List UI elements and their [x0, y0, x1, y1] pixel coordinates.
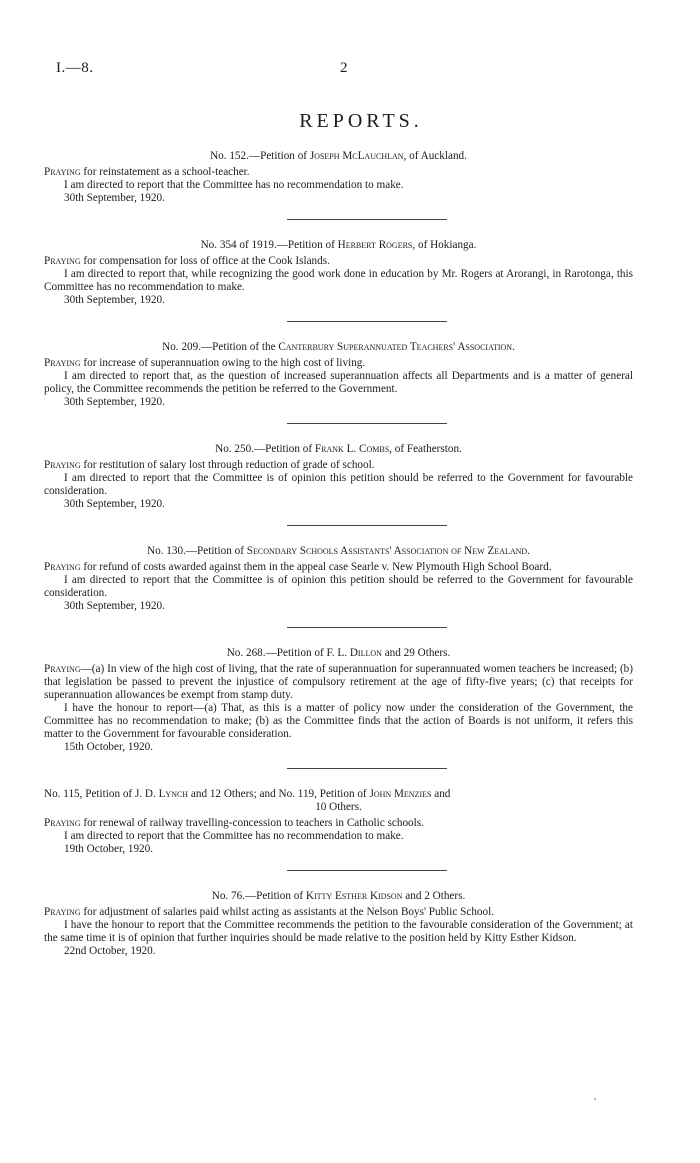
petitioner-name: F. L. Dillon [326, 647, 382, 659]
committee-report: I am directed to report that, while recognizing the good work done in education by Mr. Rogers at Arorangi, in Rarotonga, this Committee has no recommendation to make. [44, 268, 633, 293]
praying-clause [44, 663, 633, 702]
petitioner-name: Kitty Esther Kidson [305, 890, 403, 902]
praying-word: Praying [44, 255, 81, 267]
heading-text: and 29 Others. [381, 647, 451, 659]
praying-clause [44, 817, 633, 830]
petition-entry [44, 150, 633, 205]
petitioner-name: John Menzies [369, 788, 432, 800]
petition-heading [44, 788, 633, 814]
heading-text: and 2 Others. [402, 890, 466, 902]
praying-clause [44, 255, 633, 268]
praying-text: for compensation for loss of office at the Cook Islands. [80, 255, 330, 267]
section-divider [287, 423, 447, 424]
committee-report: I am directed to report that the Committee has no recommendation to make. [64, 179, 404, 191]
report-date: 30th September, 1920. [64, 396, 165, 408]
petitioner-name: Herbert Rogers [337, 239, 413, 251]
section-divider [287, 525, 447, 526]
heading-text: No. 130.—Petition of [146, 545, 247, 557]
document-reference: I.—8. [56, 60, 94, 76]
praying-clause [44, 357, 633, 370]
praying-text: for restitution of salary lost through reduction of grade of school. [80, 459, 375, 471]
section-divider [287, 219, 447, 220]
praying-clause [44, 906, 633, 919]
heading-text: . [527, 545, 530, 557]
praying-word: Praying [44, 663, 81, 675]
report-date: 15th October, 1920. [64, 741, 154, 753]
petition-entry [44, 890, 633, 958]
petition-entry [44, 239, 633, 307]
praying-text: for reinstatement as a school-teacher. [80, 166, 250, 178]
section-divider [287, 627, 447, 628]
praying-word: Praying [44, 459, 81, 471]
petition-entry [44, 545, 633, 613]
petitioner-name: Secondary Schools Assistants' Association of New Zealand [246, 545, 528, 557]
heading-text: . [512, 341, 515, 353]
report-date: 30th September, 1920. [64, 498, 165, 510]
praying-text: —(a) In view of the high cost of living, that the rate of superannuation for superannuated women teachers be increased; (b) that legislation be passed to prevent the injustice of compulsory retirement at the age of fifty-five years; (c) that receipts for superannuation allowances be exempt from stamp duty. [44, 663, 633, 701]
petitions-list [44, 150, 633, 958]
petition-heading [44, 647, 633, 660]
petitioner-name: Frank L. Combs [314, 443, 390, 455]
heading-text: , of Featherston. [389, 443, 462, 455]
petition-entry [44, 788, 633, 856]
committee-report: I have the honour to report—(a) That, as this is a matter of policy now under the consideration of the Government, the Committee has no recommendation to make; (b) as the Committee finds that the action of Boards is not uniform, it refers this matter to the Government for favourable consideration. [44, 702, 633, 740]
petition-heading [44, 150, 633, 163]
page-number: 2 [340, 60, 348, 76]
committee-report: I am directed to report that the Committee is of opinion this petition should be referred to the Government for favourable consideration. [44, 574, 633, 599]
heading-text: No. 76.—Petition of [211, 890, 306, 902]
heading-text: No. 268.—Petition of [226, 647, 327, 659]
section-divider [287, 768, 447, 769]
heading-text: and 12 Others; and No. 119, Petition of [188, 788, 370, 800]
praying-clause [44, 459, 633, 472]
praying-word: Praying [44, 166, 81, 178]
petition-heading [44, 341, 633, 354]
report-date: 30th September, 1920. [64, 294, 165, 306]
committee-report: I am directed to report that the Committee is of opinion this petition should be referred to the Government for favourable consideration. [44, 472, 633, 497]
petition-entry [44, 647, 633, 754]
praying-text: for refund of costs awarded against them in the appeal case Searle v. New Plymouth High School Board. [80, 561, 552, 573]
heading-text: and [431, 788, 451, 800]
section-divider [287, 321, 447, 322]
praying-text: for adjustment of salaries paid whilst acting as assistants at the Nelson Boys' Public School. [80, 906, 495, 918]
praying-clause [44, 561, 633, 574]
praying-word: Praying [44, 561, 81, 573]
section-divider [287, 870, 447, 871]
petition-heading [44, 443, 633, 456]
heading-text: , of Hokianga. [412, 239, 477, 251]
page-title: REPORTS. [299, 110, 423, 132]
heading-text: No. 115, Petition of J. D. [44, 788, 159, 800]
committee-report: I have the honour to report that the Committee recommends the petition to the favourable consideration of the Government; at the same time it is of opinion that further inquiries should be made relative to the position held by Kitty Esther Kidson. [44, 919, 633, 944]
report-date: 30th September, 1920. [64, 600, 165, 612]
report-date: 19th October, 1920. [64, 843, 154, 855]
report-date: 30th September, 1920. [64, 192, 165, 204]
petition-heading [44, 239, 633, 252]
praying-text: for increase of superannuation owing to the high cost of living. [80, 357, 366, 369]
praying-word: Praying [44, 906, 81, 918]
heading-text: , of Auckland. [403, 150, 467, 162]
print-speck [594, 1098, 596, 1100]
report-date: 22nd October, 1920. [64, 945, 156, 957]
committee-report: I am directed to report that, as the question of increased superannuation affects all Departments and is a matter of general policy, the Committee recommends the petition be referred to the Government. [44, 370, 633, 395]
heading-continuation: 10 Others. [315, 801, 362, 813]
petition-heading [44, 545, 633, 558]
heading-text: No. 250.—Petition of [215, 443, 315, 455]
praying-word: Praying [44, 817, 81, 829]
heading-text: No. 354 of 1919.—Petition of [200, 239, 338, 251]
petition-entry [44, 443, 633, 511]
committee-report: I am directed to report that the Committee has no recommendation to make. [64, 830, 404, 842]
praying-text: for renewal of railway travelling-concession to teachers in Catholic schools. [80, 817, 424, 829]
praying-word: Praying [44, 357, 81, 369]
heading-text: No. 152.—Petition of [210, 150, 310, 162]
petitioner-name: Lynch [158, 788, 189, 800]
petitioner-name: Canterbury Superannuated Teachers' Association [278, 341, 513, 353]
heading-text: No. 209.—Petition of the [162, 341, 279, 353]
petitioner-name: Joseph McLauchlan [309, 150, 404, 162]
petition-entry [44, 341, 633, 409]
petition-heading [44, 890, 633, 903]
praying-clause [44, 166, 633, 179]
